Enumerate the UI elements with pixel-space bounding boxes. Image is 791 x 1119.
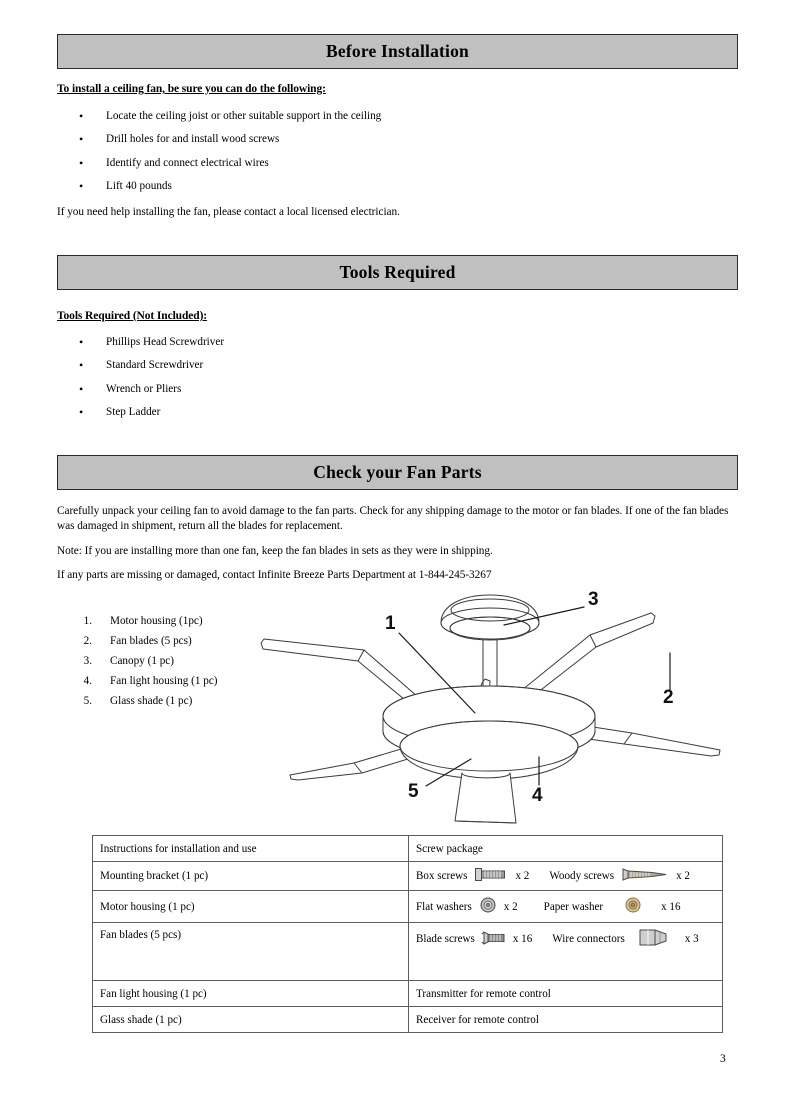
table-cell-part-name: Fan light housing (1 pc) <box>93 981 409 1007</box>
before-installation-lead: To install a ceiling fan, be sure you can do the following: <box>57 83 326 95</box>
list-item: • Drill holes for and install wood screws <box>57 133 381 156</box>
blade-screw-icon <box>481 931 507 948</box>
diagram-callout-3: 3 <box>588 589 599 610</box>
list-item-number: 4. <box>83 675 92 687</box>
box-screw-icon <box>475 868 507 884</box>
wire-connector-icon <box>639 929 669 949</box>
list-item <box>62 695 218 715</box>
paper-washer-icon <box>625 897 641 916</box>
table-cell-part-name: Mounting bracket (1 pc) <box>93 862 409 891</box>
list-item: • Wrench or Pliers <box>57 383 224 406</box>
list-item: • Identify and connect electrical wires <box>57 157 381 180</box>
ceiling-fan-diagram <box>258 583 728 828</box>
table-cell-part-name: Glass shade (1 pc) <box>93 1007 409 1033</box>
section-banner-before-installation <box>57 34 738 69</box>
table-header-right: Screw package <box>409 836 723 862</box>
table-row <box>93 923 723 981</box>
table-cell-screw-package <box>409 923 723 981</box>
package-item-blade-screws: Blade screws x 16 <box>416 931 532 948</box>
list-item: • Phillips Head Screwdriver <box>57 336 224 359</box>
list-item-label: Motor housing (1pc) <box>110 615 203 627</box>
list-item <box>62 655 218 675</box>
package-item-flat-washers: Flat washers x 2 <box>416 897 518 916</box>
list-item: • Lift 40 pounds <box>57 180 381 203</box>
list-item-label: Fan light housing (1 pc) <box>110 675 218 687</box>
section-banner-tools-required <box>57 255 738 290</box>
table-row <box>93 862 723 891</box>
list-item: • Locate the ceiling joist or other suitable support in the ceiling <box>57 110 381 133</box>
package-item-box-screws: Box screws x 2 <box>416 870 530 882</box>
diagram-callout-5: 5 <box>408 781 419 802</box>
list-item: • Step Ladder <box>57 406 224 429</box>
list-item-number: 1. <box>83 615 92 627</box>
tools-required-lead: Tools Required (Not Included): <box>57 310 208 322</box>
table-row <box>93 891 723 923</box>
banner-title: Check your Fan Parts <box>313 462 482 482</box>
list-item-label: Canopy (1 pc) <box>110 655 175 667</box>
before-installation-closing: If you need help installing the fan, please contact a local licensed electrician. <box>57 206 400 218</box>
list-item <box>62 635 218 655</box>
list-item-label: Glass shade (1 pc) <box>110 695 193 707</box>
section-banner-check-your-fan-parts <box>57 455 738 490</box>
table-cell-screw-package <box>409 891 723 923</box>
table-cell-part-name: Fan blades (5 pcs) <box>93 923 409 981</box>
wood-screw-icon <box>622 868 668 884</box>
table-cell-screw-package: Transmitter for remote control <box>409 981 723 1007</box>
fan-parts-paragraph-1: Carefully unpack your ceiling fan to avoid damage to the fan parts. Check for any shipping damage to the motor or fan blades. If one of the fan blades was damaged in shipment, return all the blades for replacement. <box>57 505 729 532</box>
flat-washer-icon <box>480 897 496 916</box>
banner-title: Before Installation <box>326 41 469 61</box>
ceiling-fan-illustration <box>258 583 728 828</box>
package-item-woody-screws: Woody screws x 2 <box>549 870 690 882</box>
package-item-wire-connectors: Wire connectors x 3 <box>552 929 698 949</box>
table-cell-screw-package: Receiver for remote control <box>409 1007 723 1033</box>
table-cell-part-name: Motor housing (1 pc) <box>93 891 409 923</box>
fan-parts-paragraph-3: If any parts are missing or damaged, contact Infinite Breeze Parts Department at 1-844-245-3267 <box>57 569 492 581</box>
before-installation-bullet-list <box>57 110 381 204</box>
diagram-callout-2: 2 <box>663 687 674 708</box>
list-item <box>62 615 218 635</box>
parts-numbered-list <box>62 615 218 715</box>
table-header-left: Instructions for installation and use <box>93 836 409 862</box>
list-item-number: 3. <box>83 655 92 667</box>
table-row-header <box>93 836 723 862</box>
table-row <box>93 981 723 1007</box>
list-item-number: 2. <box>83 635 92 647</box>
package-item-paper-washer: Paper washer x 16 <box>544 897 681 916</box>
list-item <box>62 675 218 695</box>
list-item-number: 5. <box>83 695 92 707</box>
list-item-label: Fan blades (5 pcs) <box>110 635 192 647</box>
fan-parts-paragraph-2: Note: If you are installing more than one fan, keep the fan blades in sets as they were in shipping. <box>57 545 493 557</box>
diagram-callout-1: 1 <box>385 613 396 634</box>
tools-required-bullet-list <box>57 336 224 430</box>
table-cell-screw-package <box>409 862 723 891</box>
diagram-callout-4: 4 <box>532 785 543 806</box>
parts-package-table <box>92 835 723 1033</box>
list-item: • Standard Screwdriver <box>57 359 224 382</box>
table-row <box>93 1007 723 1033</box>
page-number: 3 <box>720 1053 726 1065</box>
banner-title: Tools Required <box>339 262 456 282</box>
